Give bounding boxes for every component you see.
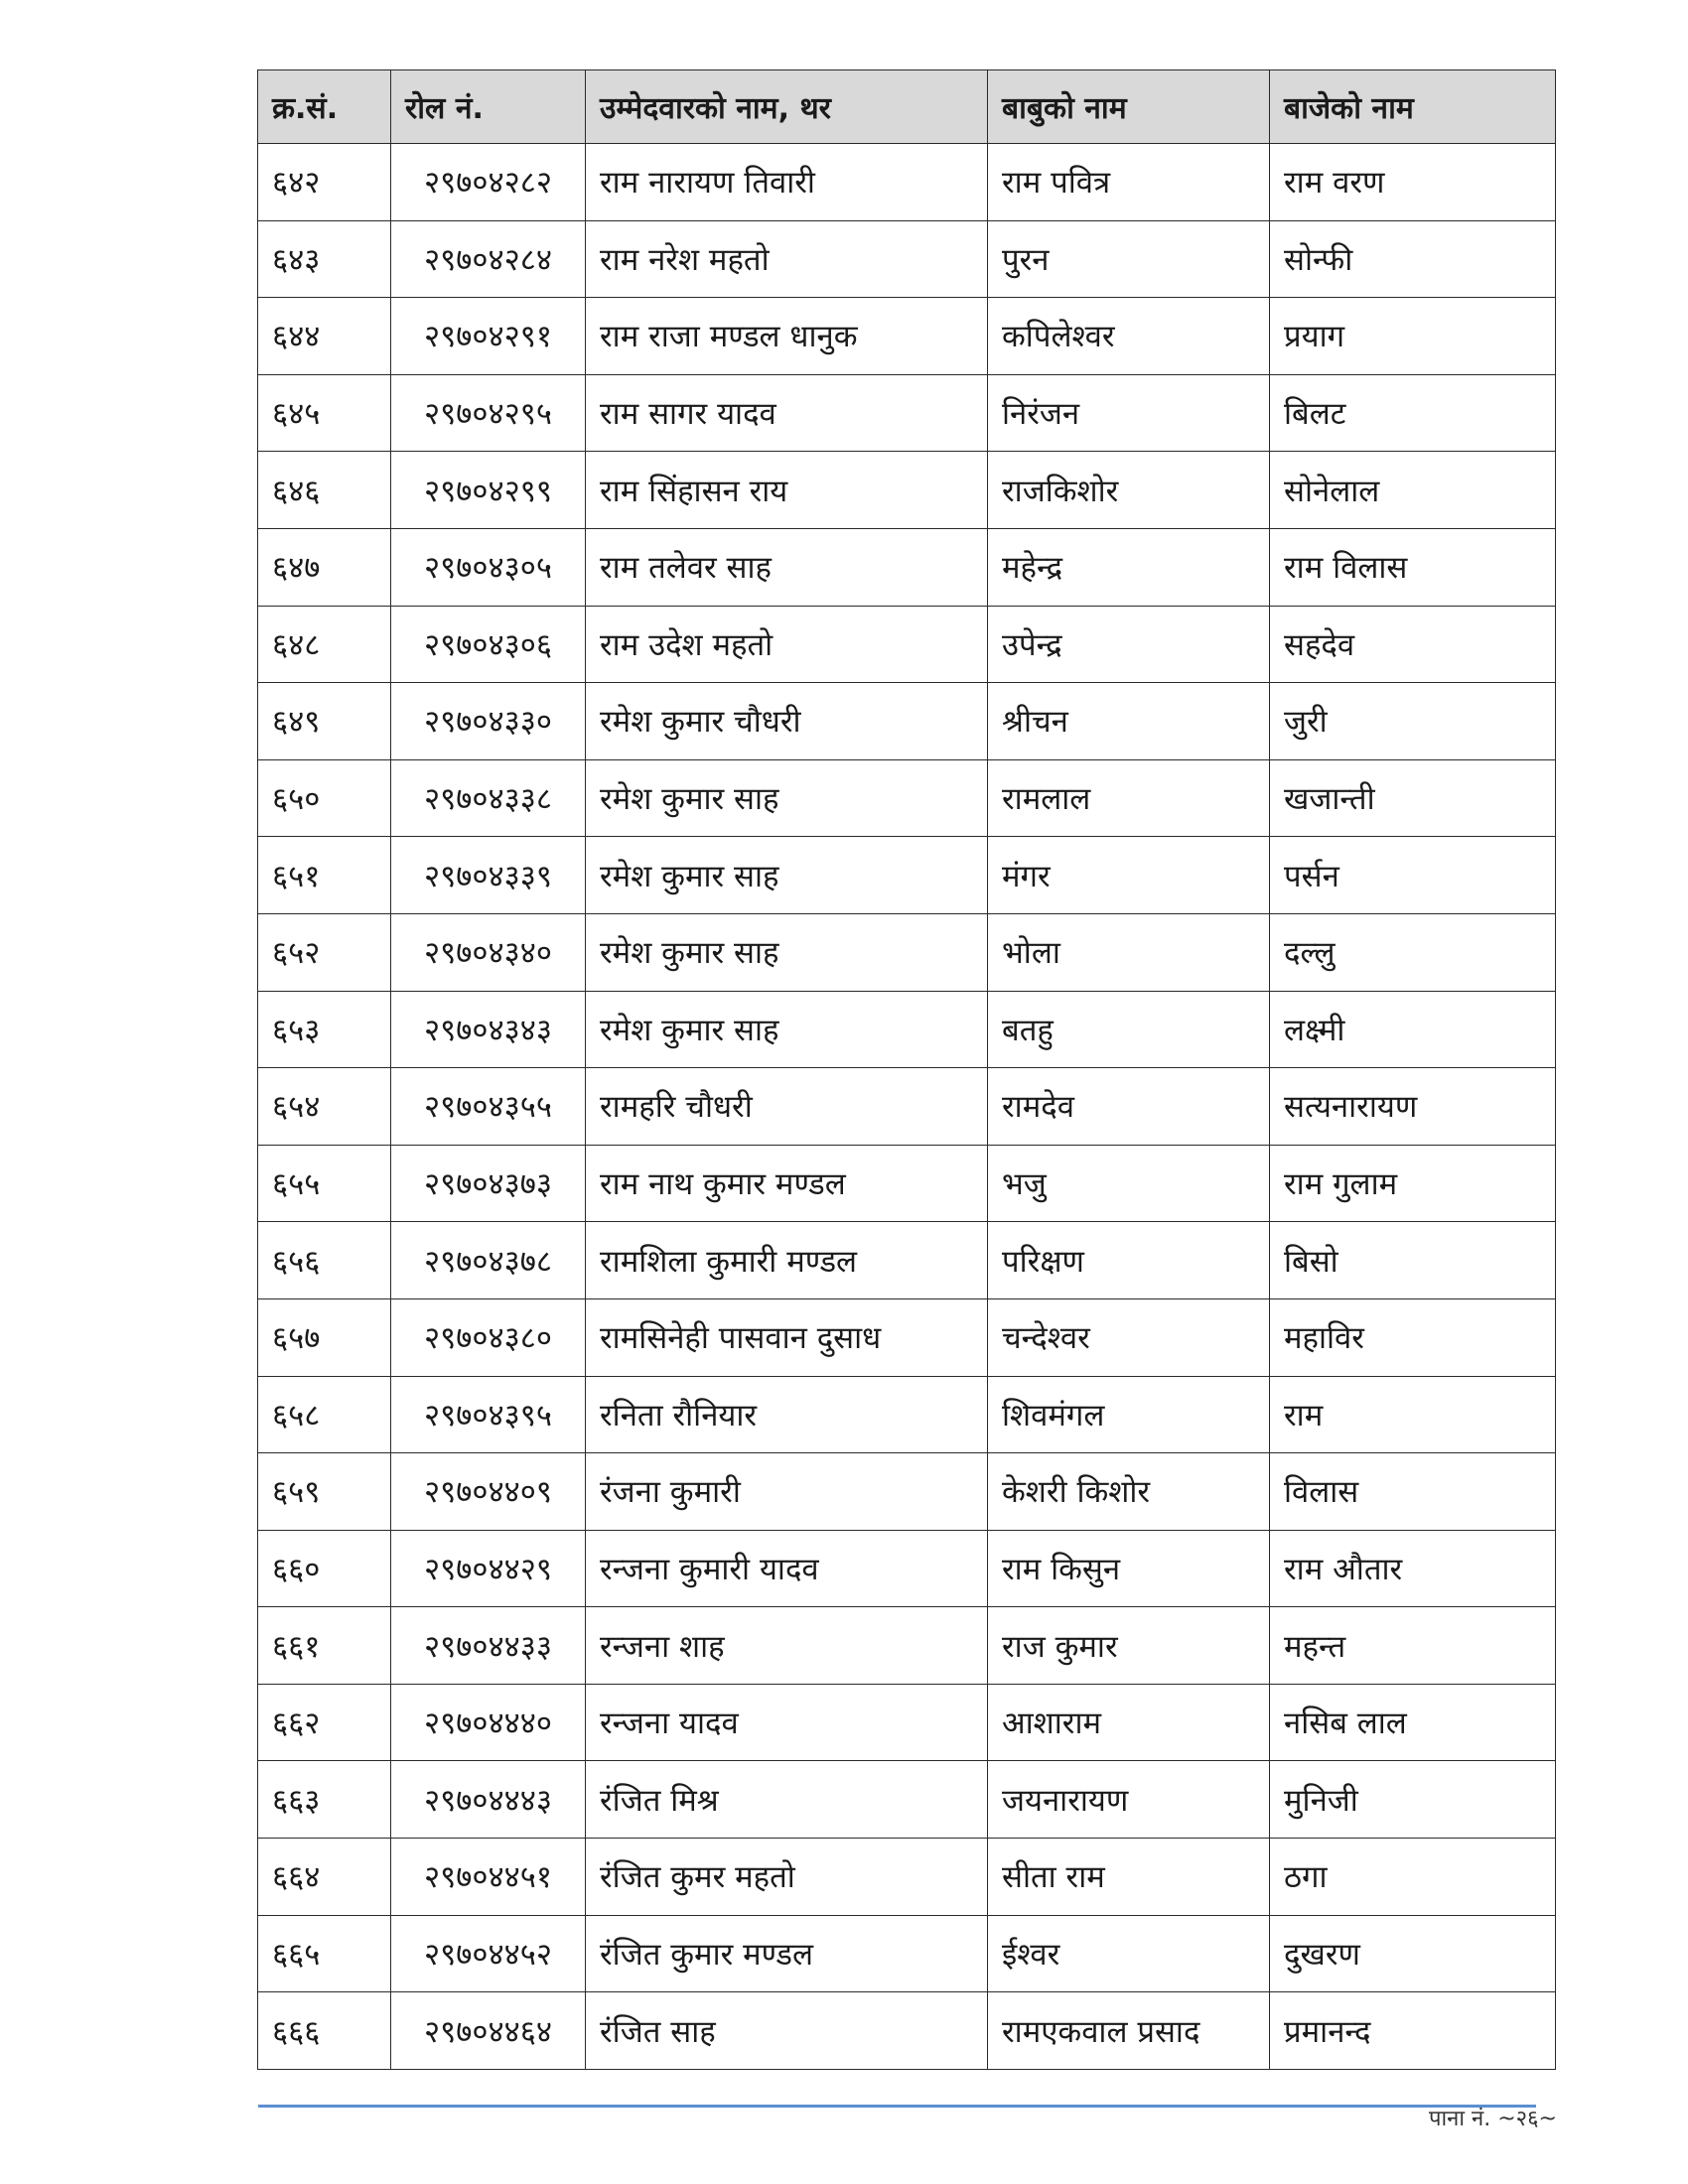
table-row — [258, 1839, 1556, 1916]
father-name-cell: राजकिशोर — [988, 452, 1270, 529]
grandfather-name-cell: दल्लु — [1270, 913, 1556, 991]
father-name-cell: जयनारायण — [988, 1761, 1270, 1839]
father-name-cell: महेन्द्र — [988, 528, 1270, 606]
roll-cell: २९७०४२९५ — [391, 374, 586, 452]
father-name-cell: आशाराम — [988, 1684, 1270, 1761]
father-name-cell: परिक्षण — [988, 1222, 1270, 1299]
candidate-name-cell: रनिता रौनियार — [586, 1376, 988, 1453]
grandfather-name-cell: राम वरण — [1270, 144, 1556, 221]
serial-cell: ६४६ — [258, 452, 391, 529]
roll-cell: २९७०४४५१ — [391, 1839, 586, 1916]
grandfather-name-cell: दुखरण — [1270, 1915, 1556, 1992]
roll-cell: २९७०४३४३ — [391, 991, 586, 1068]
grandfather-name-cell: विलास — [1270, 1453, 1556, 1531]
serial-cell: ६४५ — [258, 374, 391, 452]
father-name-cell: चन्देश्वर — [988, 1298, 1270, 1376]
father-name-cell: कपिलेश्वर — [988, 298, 1270, 375]
grandfather-name-cell: बिलट — [1270, 374, 1556, 452]
candidate-name-cell: रमेश कुमार चौधरी — [586, 683, 988, 760]
roll-cell: २९७०४४०९ — [391, 1453, 586, 1531]
grandfather-name-cell: मुनिजी — [1270, 1761, 1556, 1839]
roll-cell: २९७०४३९५ — [391, 1376, 586, 1453]
father-name-cell: सीता राम — [988, 1839, 1270, 1916]
serial-cell: ६५५ — [258, 1145, 391, 1222]
father-name-cell: निरंजन — [988, 374, 1270, 452]
table-row — [258, 374, 1556, 452]
roll-cell: २९७०४३३० — [391, 683, 586, 760]
grandfather-name-cell: प्रयाग — [1270, 298, 1556, 375]
serial-cell: ६५४ — [258, 1068, 391, 1146]
father-name-cell: राम पवित्र — [988, 144, 1270, 221]
grandfather-name-cell: राम गुलाम — [1270, 1145, 1556, 1222]
candidate-name-cell: रामशिला कुमारी मण्डल — [586, 1222, 988, 1299]
candidate-name-cell: राम सिंहासन राय — [586, 452, 988, 529]
candidate-name-cell: रमेश कुमार साह — [586, 913, 988, 991]
table-row — [258, 913, 1556, 991]
grandfather-name-cell: राम औतार — [1270, 1530, 1556, 1607]
grandfather-name-cell: राम — [1270, 1376, 1556, 1453]
candidate-name-cell: रामहरि चौधरी — [586, 1068, 988, 1146]
candidate-name-cell: राम नरेश महतो — [586, 220, 988, 298]
candidate-name-cell: रंजित साह — [586, 1992, 988, 2070]
grandfather-name-cell: राम विलास — [1270, 528, 1556, 606]
serial-cell: ६५१ — [258, 837, 391, 914]
candidate-table — [257, 69, 1556, 2070]
candidate-name-cell: रन्जना शाह — [586, 1607, 988, 1685]
table-row — [258, 144, 1556, 221]
serial-cell: ६६३ — [258, 1761, 391, 1839]
table-row — [258, 1222, 1556, 1299]
table-row — [258, 759, 1556, 837]
table-row — [258, 1453, 1556, 1531]
serial-cell: ६६४ — [258, 1839, 391, 1916]
father-name-cell: उपेन्द्र — [988, 606, 1270, 683]
father-name-cell: रामलाल — [988, 759, 1270, 837]
roll-cell: २९७०४४४३ — [391, 1761, 586, 1839]
roll-cell: २९७०४३३९ — [391, 837, 586, 914]
candidate-name-cell: रमेश कुमार साह — [586, 759, 988, 837]
header-row — [258, 70, 1556, 144]
father-name-cell: रामदेव — [988, 1068, 1270, 1146]
roll-cell: २९७०४३०६ — [391, 606, 586, 683]
table-header — [258, 70, 1556, 144]
serial-cell: ६५८ — [258, 1376, 391, 1453]
header-serial: क्र.सं. — [258, 70, 391, 144]
father-name-cell: भोला — [988, 913, 1270, 991]
grandfather-name-cell: बिसो — [1270, 1222, 1556, 1299]
roll-cell: २९७०४२८४ — [391, 220, 586, 298]
grandfather-name-cell: लक्ष्मी — [1270, 991, 1556, 1068]
serial-cell: ६५७ — [258, 1298, 391, 1376]
grandfather-name-cell: जुरी — [1270, 683, 1556, 760]
serial-cell: ६४३ — [258, 220, 391, 298]
serial-cell: ६४७ — [258, 528, 391, 606]
table-row — [258, 452, 1556, 529]
candidate-name-cell: रंजित कुमर महतो — [586, 1839, 988, 1916]
candidate-name-cell: रंजित मिश्र — [586, 1761, 988, 1839]
table-row — [258, 606, 1556, 683]
footer-divider — [258, 2105, 1536, 2108]
roll-cell: २९७०४४४० — [391, 1684, 586, 1761]
candidate-name-cell: राम तलेवर साह — [586, 528, 988, 606]
grandfather-name-cell: नसिब लाल — [1270, 1684, 1556, 1761]
table-row — [258, 1145, 1556, 1222]
serial-cell: ६५९ — [258, 1453, 391, 1531]
candidate-name-cell: राम नाथ कुमार मण्डल — [586, 1145, 988, 1222]
candidate-name-cell: रमेश कुमार साह — [586, 837, 988, 914]
grandfather-name-cell: महन्त — [1270, 1607, 1556, 1685]
roll-cell: २९७०४३५५ — [391, 1068, 586, 1146]
grandfather-name-cell: प्रमानन्द — [1270, 1992, 1556, 2070]
table-row — [258, 1761, 1556, 1839]
roll-cell: २९७०४४३३ — [391, 1607, 586, 1685]
roll-cell: २९७०४२९१ — [391, 298, 586, 375]
roll-cell: २९७०४३७३ — [391, 1145, 586, 1222]
grandfather-name-cell: पर्सन — [1270, 837, 1556, 914]
candidate-name-cell: राम राजा मण्डल धानुक — [586, 298, 988, 375]
father-name-cell: राज कुमार — [988, 1607, 1270, 1685]
father-name-cell: रामएकवाल प्रसाद — [988, 1992, 1270, 2070]
table-row — [258, 528, 1556, 606]
candidate-name-cell: राम सागर यादव — [586, 374, 988, 452]
father-name-cell: पुरन — [988, 220, 1270, 298]
father-name-cell: राम किसुन — [988, 1530, 1270, 1607]
table-row — [258, 298, 1556, 375]
father-name-cell: ईश्वर — [988, 1915, 1270, 1992]
table-row — [258, 1992, 1556, 2070]
serial-cell: ६५० — [258, 759, 391, 837]
roll-cell: २९७०४३०५ — [391, 528, 586, 606]
table-row — [258, 991, 1556, 1068]
roll-cell: २९७०४४२९ — [391, 1530, 586, 1607]
roll-cell: २९७०४२८२ — [391, 144, 586, 221]
grandfather-name-cell: सहदेव — [1270, 606, 1556, 683]
grandfather-name-cell: महाविर — [1270, 1298, 1556, 1376]
header-roll: रोल नं. — [391, 70, 586, 144]
serial-cell: ६६२ — [258, 1684, 391, 1761]
grandfather-name-cell: सत्यनारायण — [1270, 1068, 1556, 1146]
roll-cell: २९७०४३३८ — [391, 759, 586, 837]
candidate-name-cell: रन्जना कुमारी यादव — [586, 1530, 988, 1607]
candidate-name-cell: रमेश कुमार साह — [586, 991, 988, 1068]
roll-cell: २९७०४३८० — [391, 1298, 586, 1376]
serial-cell: ६४९ — [258, 683, 391, 760]
serial-cell: ६६५ — [258, 1915, 391, 1992]
roll-cell: २९७०४३४० — [391, 913, 586, 991]
roll-cell: २९७०४४५२ — [391, 1915, 586, 1992]
father-name-cell: भजु — [988, 1145, 1270, 1222]
table-row — [258, 1684, 1556, 1761]
serial-cell: ६५३ — [258, 991, 391, 1068]
table-row — [258, 1298, 1556, 1376]
candidate-name-cell: राम नारायण तिवारी — [586, 144, 988, 221]
roll-cell: २९७०४३७८ — [391, 1222, 586, 1299]
roll-cell: २९७०४२९९ — [391, 452, 586, 529]
serial-cell: ६४८ — [258, 606, 391, 683]
candidate-name-cell: रन्जना यादव — [586, 1684, 988, 1761]
table-body — [258, 144, 1556, 2070]
serial-cell: ६५६ — [258, 1222, 391, 1299]
candidate-name-cell: रंजित कुमार मण्डल — [586, 1915, 988, 1992]
father-name-cell: शिवमंगल — [988, 1376, 1270, 1453]
grandfather-name-cell: ठगा — [1270, 1839, 1556, 1916]
serial-cell: ६६० — [258, 1530, 391, 1607]
header-candidate-name: उम्मेदवारको नाम, थर — [586, 70, 988, 144]
table-row — [258, 1068, 1556, 1146]
candidate-name-cell: रंजना कुमारी — [586, 1453, 988, 1531]
table-row — [258, 220, 1556, 298]
header-father-name: बाबुको नाम — [988, 70, 1270, 144]
serial-cell: ६६१ — [258, 1607, 391, 1685]
grandfather-name-cell: खजान्ती — [1270, 759, 1556, 837]
father-name-cell: मंगर — [988, 837, 1270, 914]
table-row — [258, 683, 1556, 760]
father-name-cell: बतहु — [988, 991, 1270, 1068]
header-grandfather-name: बाजेको नाम — [1270, 70, 1556, 144]
table-row — [258, 837, 1556, 914]
table-row — [258, 1530, 1556, 1607]
serial-cell: ६४४ — [258, 298, 391, 375]
father-name-cell: श्रीचन — [988, 683, 1270, 760]
grandfather-name-cell: सोनेलाल — [1270, 452, 1556, 529]
serial-cell: ६६६ — [258, 1992, 391, 2070]
serial-cell: ६५२ — [258, 913, 391, 991]
table-row — [258, 1376, 1556, 1453]
roll-cell: २९७०४४६४ — [391, 1992, 586, 2070]
candidate-name-cell: राम उदेश महतो — [586, 606, 988, 683]
grandfather-name-cell: सोन्फी — [1270, 220, 1556, 298]
candidate-name-cell: रामसिनेही पासवान दुसाध — [586, 1298, 988, 1376]
serial-cell: ६४२ — [258, 144, 391, 221]
table-row — [258, 1915, 1556, 1992]
table-row — [258, 1607, 1556, 1685]
page-number: पाना नं. ~२६~ — [1428, 2107, 1557, 2131]
father-name-cell: केशरी किशोर — [988, 1453, 1270, 1531]
